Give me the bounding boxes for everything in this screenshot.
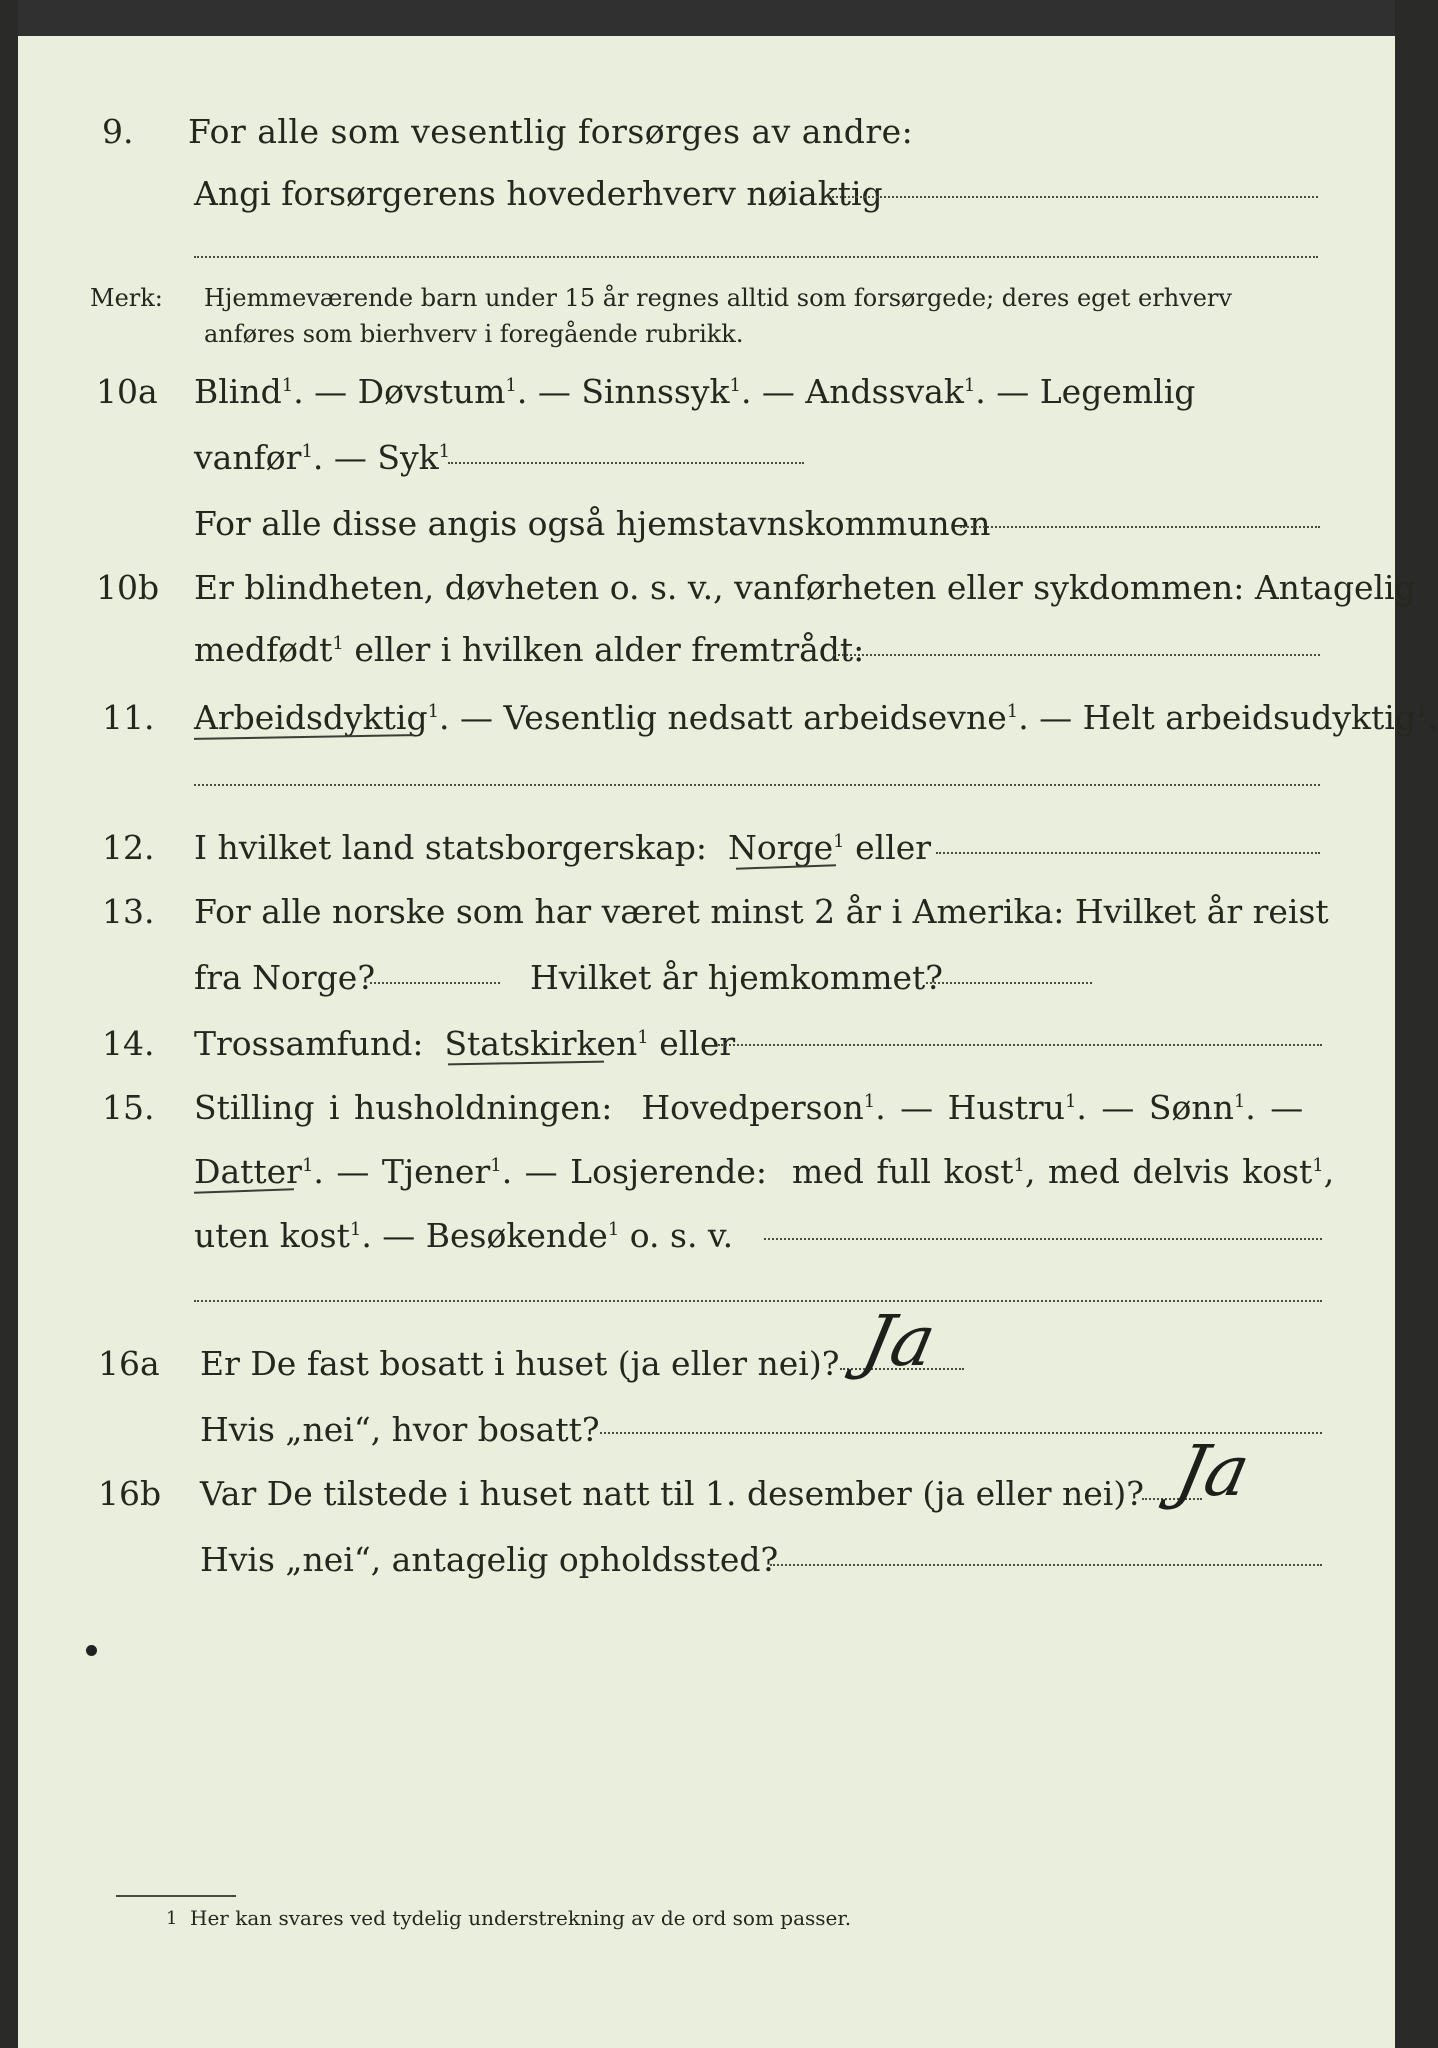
question-15-comma: , — [1323, 1152, 1335, 1191]
option-hovedperson[interactable]: Hovedperson — [641, 1088, 864, 1127]
footnote-ref: 1 — [863, 1091, 876, 1112]
question-14-number: 14. — [102, 1024, 155, 1063]
question-9-number: 9. — [102, 112, 134, 151]
question-12-eller: eller — [844, 828, 932, 867]
option-udyktig[interactable]: . — Helt arbeidsudyktig — [1018, 698, 1416, 737]
question-16b-line2: Hvis „nei“, antagelig opholdssted? — [200, 1540, 779, 1579]
question-16a-line1: Er De fast bosatt i huset (ja eller nei)? — [200, 1344, 840, 1383]
footnote-ref: 1 — [427, 701, 440, 722]
note-line1: Hjemmeværende barn under 15 år regnes alltid som forsørgede; deres eget erhverv — [204, 284, 1232, 312]
question-16b-number: 16b — [98, 1474, 162, 1513]
answer-line-13-reist[interactable] — [370, 982, 500, 984]
option-medfodt[interactable]: medfødt — [194, 630, 333, 669]
question-14-eller: eller — [648, 1024, 736, 1063]
question-16a-number: 16a — [98, 1344, 160, 1383]
option-full-kost[interactable]: med full kost — [791, 1152, 1014, 1191]
footnote-text: Her kan svares ved tydelig understrekning av de ord som passer. — [190, 1906, 852, 1930]
question-15-line1 — [194, 1088, 1303, 1127]
question-13-hjemkommet: Hvilket år hjemkommet? — [530, 958, 943, 997]
census-form-page — [18, 0, 1438, 2048]
question-16b-line1: Var De tilstede i huset natt til 1. desember (ja eller nei)? — [200, 1474, 1144, 1513]
footnote-ref: 1 — [281, 375, 294, 396]
footnote-ref: 1 — [301, 441, 313, 462]
option-norge[interactable]: Norge — [728, 828, 834, 867]
option-legemlig[interactable]: . — Legemlig — [975, 372, 1196, 411]
footnote-mark: 1 — [166, 1908, 178, 1929]
answer-line-15b[interactable] — [194, 1300, 1322, 1302]
option-sonn[interactable]: . — Sønn — [1076, 1088, 1234, 1127]
answer-line-10a-hjemstavn[interactable] — [960, 526, 1320, 528]
question-10a-number: 10a — [96, 372, 158, 411]
answer-line-10b[interactable] — [833, 654, 1320, 656]
answer-line-9b[interactable] — [194, 256, 1318, 258]
question-10a-line2 — [194, 438, 450, 477]
question-12-label: I hvilket land statsborgerskap: — [194, 828, 708, 867]
option-sinnssyk[interactable]: . — Sinnssyk — [516, 372, 730, 411]
ink-dot — [86, 1645, 97, 1656]
question-9-line1: For alle som vesentlig forsørges av andre: — [188, 112, 914, 151]
answer-line-13-hjemkommet[interactable] — [926, 982, 1092, 984]
option-uten-kost[interactable]: uten kost — [194, 1216, 350, 1255]
question-15-number: 15. — [102, 1088, 155, 1127]
question-10b-number: 10b — [96, 568, 160, 607]
question-15-line2 — [194, 1152, 1334, 1191]
question-11-end: . — [1427, 698, 1438, 737]
option-statskirken[interactable]: Statskirken — [444, 1024, 638, 1063]
question-13-line1: For alle norske som har været minst 2 år i Amerika: Hvilket år reist — [194, 892, 1329, 931]
answer-line-14[interactable] — [718, 1044, 1322, 1046]
footnote-ref: 1 — [963, 375, 976, 396]
question-14-line — [194, 1024, 735, 1063]
option-besokende[interactable]: . — Besøkende — [361, 1216, 608, 1255]
footnote-ref: 1 — [1013, 1155, 1025, 1176]
option-hustru[interactable]: . — Hustru — [875, 1088, 1065, 1127]
footnote-ref: 1 — [729, 375, 741, 396]
answer-line-10a[interactable] — [448, 462, 804, 464]
question-10b-line2 — [194, 630, 864, 669]
question-15-line3 — [194, 1216, 733, 1255]
footnote-ref: 1 — [1006, 701, 1019, 722]
option-datter[interactable]: Datter — [194, 1152, 302, 1191]
option-losjerende[interactable]: . — Losjerende: — [501, 1152, 767, 1191]
question-11-number: 11. — [102, 698, 155, 737]
footnote-ref: 1 — [607, 1219, 620, 1240]
question-10b-alder: eller i hvilken alder fremtrådt: — [343, 630, 865, 669]
answer-line-16b-opholdssted[interactable] — [770, 1564, 1322, 1566]
note-label: Merk: — [90, 284, 163, 312]
question-12-line — [194, 828, 931, 867]
question-13-number: 13. — [102, 892, 155, 931]
footnote-ref: 1 — [438, 441, 451, 462]
question-9-line2: Angi forsørgerens hovederhverv nøiaktig — [194, 174, 883, 213]
question-10a-line1 — [194, 372, 1195, 411]
footnote-ref: 1 — [301, 1155, 314, 1176]
question-15-sep: . — — [1245, 1088, 1304, 1127]
answer-line-15a[interactable] — [764, 1238, 1322, 1240]
footnote-ref: 1 — [332, 633, 344, 654]
footnote-ref: 1 — [490, 1155, 502, 1176]
answer-line-9a[interactable] — [828, 196, 1318, 198]
question-11-line — [194, 698, 1438, 737]
footnote-ref: 1 — [1233, 1091, 1246, 1112]
note-line2: anføres som bierhverv i foregående rubrikk. — [204, 320, 744, 348]
handwritten-answer-16b: Ja — [1169, 1430, 1257, 1512]
footnote-rule — [116, 1895, 236, 1897]
option-arbeidsdyktig[interactable]: Arbeidsdyktig — [194, 698, 428, 737]
question-12-number: 12. — [102, 828, 155, 867]
footnote-ref: 1 — [833, 831, 845, 852]
option-dovstum[interactable]: . — Døvstum — [293, 372, 506, 411]
option-nedsatt[interactable]: . — Vesentlig nedsatt arbeidsevne — [439, 698, 1007, 737]
question-16a-line2: Hvis „nei“, hvor bosatt? — [200, 1410, 600, 1449]
option-vanfor[interactable]: vanfør — [194, 438, 302, 477]
handwritten-answer-16a: Ja — [855, 1300, 943, 1382]
footnote-ref: 1 — [349, 1219, 362, 1240]
footnote-ref: 1 — [1415, 701, 1428, 722]
answer-line-11[interactable] — [194, 784, 1320, 786]
option-delvis-kost[interactable]: , med delvis kost — [1024, 1152, 1313, 1191]
footnote-ref: 1 — [1312, 1155, 1324, 1176]
option-andssvak[interactable]: . — Andssvak — [740, 372, 964, 411]
footnote-ref: 1 — [637, 1027, 649, 1048]
question-10b-line1: Er blindheten, døvheten o. s. v., vanførheten eller sykdommen: Antagelig — [194, 568, 1416, 607]
option-tjener[interactable]: . — Tjener — [313, 1152, 491, 1191]
footnote-ref: 1 — [505, 375, 517, 396]
option-syk[interactable]: . — Syk — [312, 438, 439, 477]
question-13-fra-norge: fra Norge? — [194, 958, 376, 997]
answer-line-12[interactable] — [936, 852, 1320, 854]
question-10a-line3: For alle disse angis også hjemstavnskommunen — [194, 504, 991, 543]
footnote-ref: 1 — [1064, 1091, 1077, 1112]
question-15-label: Stilling i husholdningen: — [194, 1088, 613, 1127]
question-15-osv: o. s. v. — [619, 1216, 734, 1255]
scan-top-border — [18, 0, 1395, 36]
option-blind[interactable]: Blind — [194, 372, 282, 411]
question-14-label: Trossamfund: — [194, 1024, 424, 1063]
